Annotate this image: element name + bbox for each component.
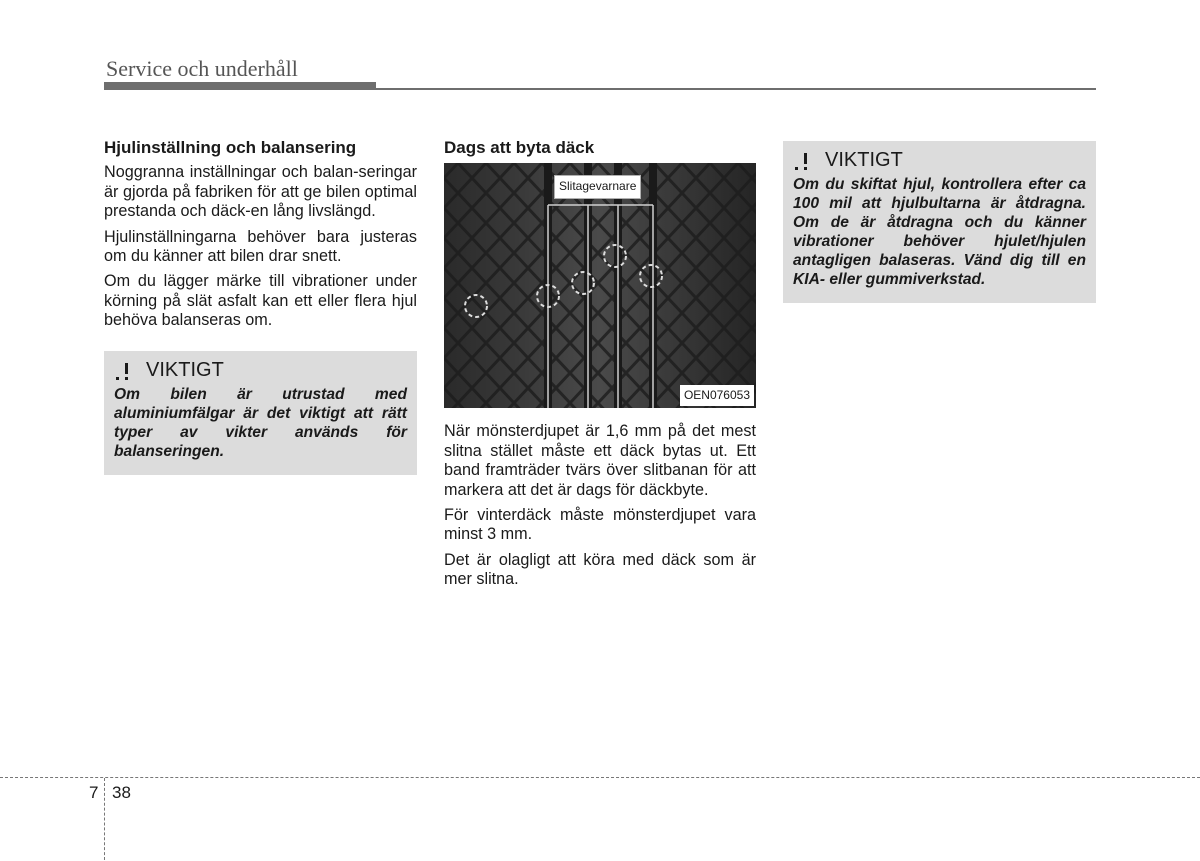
- header-rule-thin: [376, 88, 1096, 90]
- paragraph: När mönsterdjupet är 1,6 mm på det mest slitna stället måste ett däck bytas ut. Ett band framträder tvärs över slitbanan för att markera att det är dags för däckbyte.: [444, 422, 756, 499]
- paragraph: För vinterdäck måste mönsterdjupet vara minst 3 mm.: [444, 506, 756, 544]
- important-note-box: [104, 351, 417, 475]
- note-header: [793, 149, 1086, 173]
- note-body: Om bilen är utrustad med aluminiumfälgar är det viktigt att rätt typer av vikter används för balanseringen.: [114, 385, 407, 460]
- column-middle: [444, 138, 756, 596]
- page-number: 38: [112, 783, 131, 802]
- figure-code: OEN076053: [680, 385, 754, 406]
- chapter-number: 7: [89, 783, 99, 802]
- column-left: [104, 138, 417, 475]
- footer-divider: [0, 777, 1200, 778]
- wear-indicator-label: Slitagevarnare: [554, 175, 641, 198]
- warning-icon: [114, 359, 140, 383]
- note-header: [114, 359, 407, 383]
- section-heading-alignment: Hjulinställning och balansering: [104, 138, 357, 157]
- note-title: VIKTIGT: [825, 149, 903, 172]
- important-note-box: [783, 141, 1096, 303]
- note-title: VIKTIGT: [146, 358, 224, 381]
- paragraph: Om du lägger märke till vibrationer under körning på slät asfalt kan ett eller flera hjul behöva balanseras om.: [104, 272, 417, 330]
- column-right: [783, 141, 1096, 303]
- tire-tread-figure: [444, 163, 756, 408]
- paragraph: Det är olagligt att köra med däck som är mer slitna.: [444, 550, 756, 589]
- section-heading-tire-change: Dags att byta däck: [444, 138, 595, 157]
- footer-vertical-divider: [104, 778, 105, 860]
- page-header-title: Service och underhåll: [106, 56, 298, 81]
- paragraph: Noggranna inställningar och balan-seringar är gjorda på fabriken för att ge bilen optimal prestanda och däck-en lång livslängd.: [104, 163, 417, 221]
- tire-tread-image: [444, 163, 756, 408]
- warning-icon: [793, 149, 819, 173]
- paragraph: Hjulinställningarna behöver bara justeras om du känner att bilen drar snett.: [104, 227, 417, 266]
- note-body: Om du skiftat hjul, kontrollera efter ca 100 mil att hjulbultarna är åtdragna. Om de är åtdragna och du känner vibrationer behöver hjulet/hjulen antagligen balaseras. Vänd dig till en KIA- eller gummiverkstad.: [793, 176, 1086, 288]
- header-rule-thick: [104, 82, 376, 90]
